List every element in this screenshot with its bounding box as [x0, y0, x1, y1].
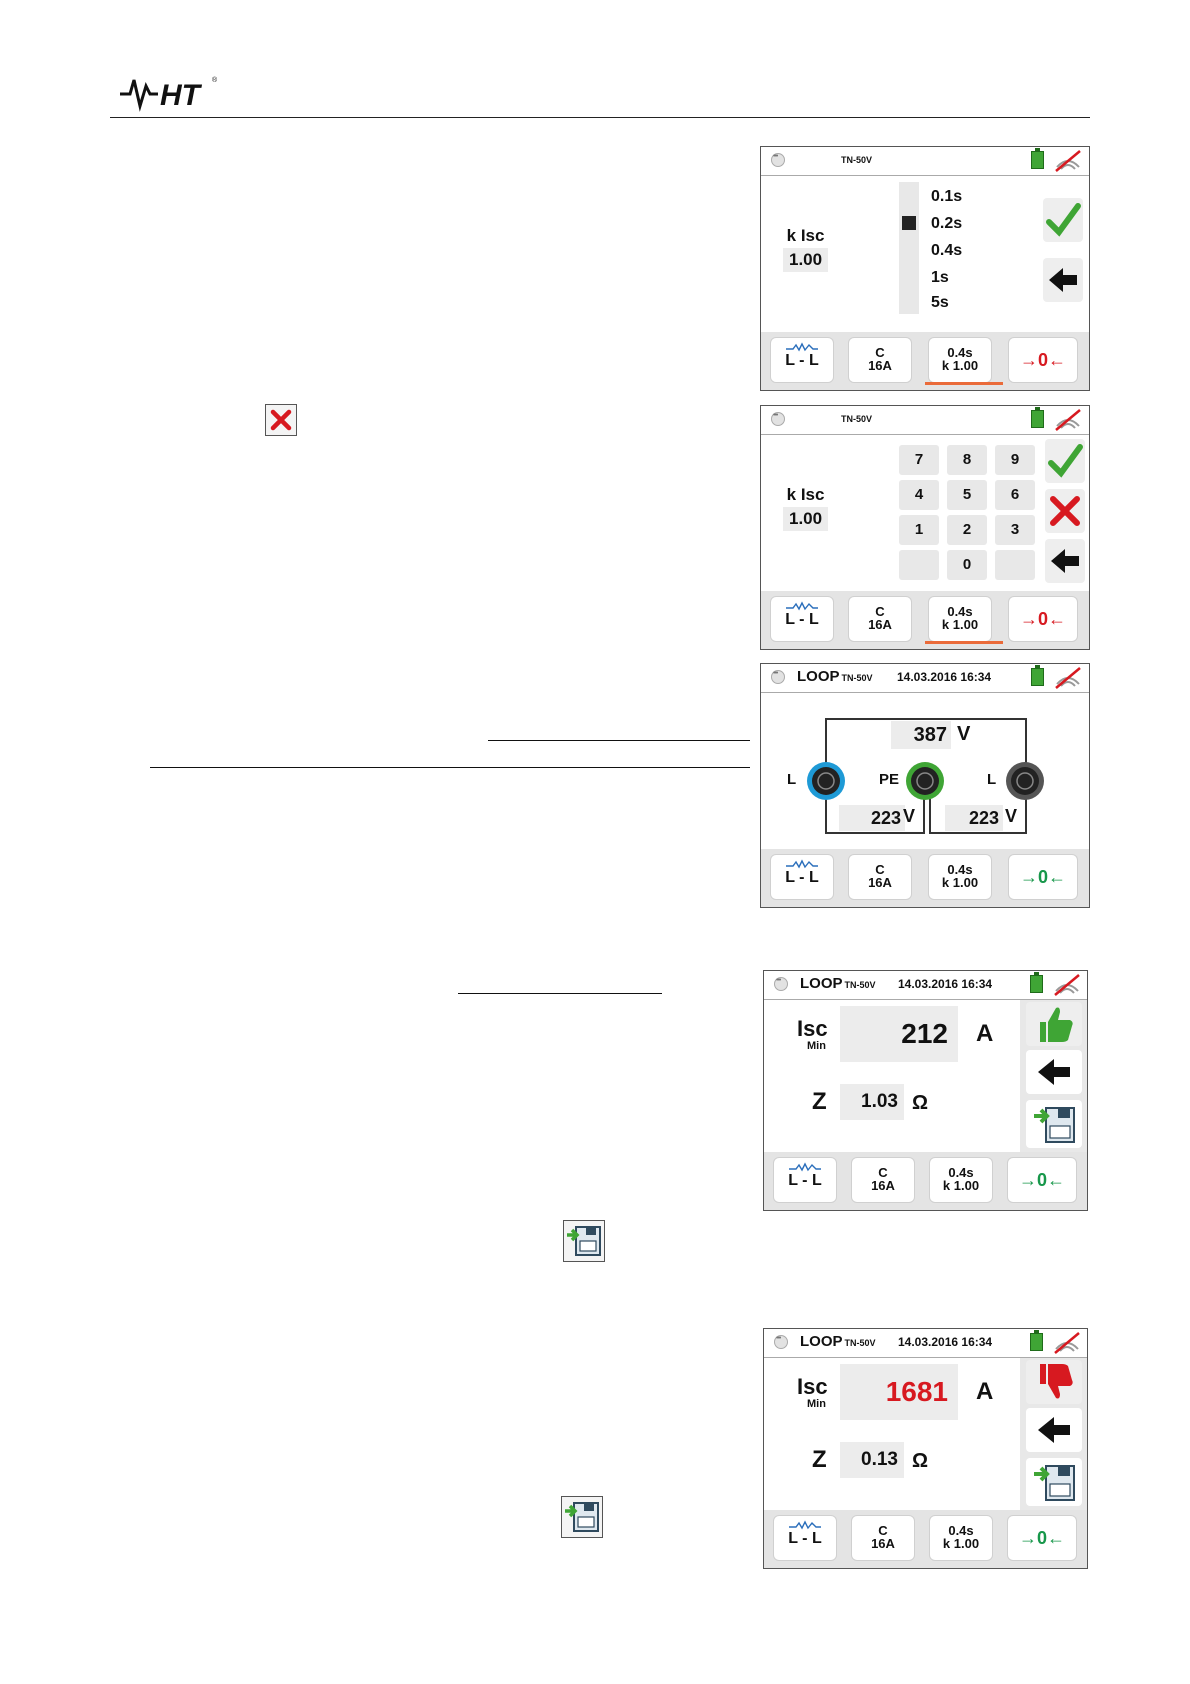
- selection-marker: [902, 216, 916, 230]
- save-icon: [563, 1220, 605, 1262]
- underline-1: [488, 740, 750, 741]
- header-rule: [110, 117, 1090, 118]
- mode-button[interactable]: [771, 855, 833, 899]
- curve-label: C: [878, 1523, 888, 1538]
- curve-label: C: [875, 604, 885, 619]
- system-label: TN-50V: [844, 1338, 876, 1348]
- isc-label: Isc: [797, 1374, 828, 1399]
- key-blank: [995, 550, 1035, 580]
- pass-thumbs-up-icon: [1026, 1002, 1082, 1046]
- mode-label: L - L: [785, 869, 819, 886]
- datetime: 14.03.2016 16:34: [898, 977, 993, 991]
- k-label: k 1.00: [941, 875, 979, 890]
- time-k-button[interactable]: [930, 1516, 992, 1560]
- curve-button[interactable]: [849, 855, 911, 899]
- battery-icon: [1031, 668, 1044, 686]
- time-k-button[interactable]: [930, 1158, 992, 1202]
- time-option[interactable]: 0.2s: [931, 215, 963, 232]
- confirm-button[interactable]: [1045, 439, 1085, 483]
- datetime: 14.03.2016 16:34: [897, 670, 992, 684]
- wave-icon: [788, 1520, 822, 1530]
- underline-2: [150, 767, 750, 768]
- save-button[interactable]: [1026, 1100, 1082, 1148]
- status-bar: [764, 971, 1087, 1000]
- isc-value: 212: [840, 1006, 958, 1062]
- current-label: 16A: [868, 617, 892, 632]
- settings-icon: [774, 1335, 788, 1349]
- key-5[interactable]: 5: [947, 480, 987, 510]
- svg-text:HT: HT: [160, 79, 200, 112]
- confirm-button[interactable]: [1043, 198, 1083, 242]
- z-value: 0.13: [840, 1442, 904, 1478]
- status-bar: [764, 1329, 1087, 1358]
- time-label: 0.4s: [948, 1165, 974, 1180]
- z-label: Z: [812, 1446, 827, 1473]
- k-isc-label: k Isc: [786, 485, 825, 504]
- key-0[interactable]: 0: [947, 550, 987, 580]
- current-label: 16A: [868, 358, 892, 373]
- time-label: 0.4s: [947, 604, 973, 619]
- settings-icon: [771, 670, 785, 684]
- time-k-button[interactable]: [929, 855, 991, 899]
- underline-3: [458, 993, 662, 994]
- current-label: 16A: [868, 875, 892, 890]
- screen-voltage: [760, 663, 1090, 908]
- function-label: [797, 668, 873, 685]
- key-8[interactable]: 8: [947, 445, 987, 475]
- save-button[interactable]: [1026, 1458, 1082, 1506]
- k-label: k 1.00: [941, 358, 979, 373]
- time-option[interactable]: 5s: [931, 294, 949, 311]
- no-wifi-icon: [1053, 149, 1083, 173]
- key-9[interactable]: 9: [995, 445, 1035, 475]
- isc-sub-label: Min: [807, 1398, 826, 1410]
- footer-bar: [761, 591, 1089, 649]
- settings-icon: [774, 977, 788, 991]
- screen-keypad: [760, 405, 1090, 650]
- wiring-diagram: [761, 693, 1090, 851]
- back-button[interactable]: [1045, 539, 1085, 583]
- mode-button[interactable]: [774, 1158, 836, 1202]
- current-label: 16A: [871, 1178, 895, 1193]
- mode-button[interactable]: [774, 1516, 836, 1560]
- zero-button[interactable]: →0←: [1009, 338, 1077, 382]
- time-label: 0.4s: [947, 345, 973, 360]
- time-k-button[interactable]: [929, 338, 991, 382]
- status-bar: [761, 406, 1089, 435]
- cancel-button[interactable]: [1045, 489, 1085, 533]
- time-label: 0.4s: [948, 1523, 974, 1538]
- curve-button[interactable]: [852, 1516, 914, 1560]
- footer-bar: [761, 849, 1089, 907]
- mode-button[interactable]: [771, 597, 833, 641]
- battery-icon: [1031, 410, 1044, 428]
- back-button[interactable]: [1026, 1408, 1082, 1452]
- active-indicator: [925, 641, 1003, 644]
- k-label: k 1.00: [942, 1536, 980, 1551]
- system-label: TN-50V: [841, 414, 873, 424]
- system-label: TN-50V: [841, 155, 873, 165]
- voltage-lpe1-value: 223: [839, 805, 905, 831]
- time-label: 0.4s: [947, 862, 973, 877]
- k-isc-param: [783, 485, 828, 531]
- key-blank: [899, 550, 939, 580]
- curve-button[interactable]: [849, 338, 911, 382]
- key-4[interactable]: 4: [899, 480, 939, 510]
- voltage-lpe2-unit: V: [1005, 806, 1018, 826]
- system-label: TN-50V: [844, 980, 876, 990]
- terminal-l1-label: L: [787, 771, 797, 788]
- battery-icon: [1030, 1333, 1043, 1351]
- k-label: k 1.00: [942, 1178, 980, 1193]
- terminal-l2-label: L: [987, 771, 997, 788]
- function-name: LOOP: [797, 668, 840, 685]
- footer-bar: [764, 1152, 1087, 1210]
- voltage-lpe1-unit: V: [903, 806, 916, 826]
- svg-text:®: ®: [212, 77, 218, 84]
- k-label: k 1.00: [941, 617, 979, 632]
- function-name: LOOP: [800, 1333, 843, 1350]
- k-isc-value: 1.00: [783, 507, 828, 531]
- isc-unit: A: [976, 1378, 994, 1405]
- curve-button[interactable]: [852, 1158, 914, 1202]
- function-label: [800, 975, 876, 992]
- cancel-x-icon: [265, 404, 297, 436]
- curve-label: C: [875, 345, 885, 360]
- no-wifi-icon: [1052, 1331, 1082, 1355]
- settings-icon: [771, 412, 785, 426]
- zero-button[interactable]: →0←: [1009, 597, 1077, 641]
- isc-value: 1681: [840, 1364, 958, 1420]
- z-unit: Ω: [912, 1450, 929, 1472]
- footer-bar: [764, 1510, 1087, 1568]
- zero-button[interactable]: →0←: [1008, 1516, 1076, 1560]
- settings-icon: [771, 153, 785, 167]
- z-value: 1.03: [840, 1084, 904, 1120]
- mode-label: L - L: [788, 1530, 822, 1547]
- wave-icon: [785, 342, 819, 352]
- key-3[interactable]: 3: [995, 515, 1035, 545]
- mode-label: L - L: [785, 611, 819, 628]
- zero-button[interactable]: →0←: [1008, 1158, 1076, 1202]
- back-button[interactable]: [1026, 1050, 1082, 1094]
- mode-button[interactable]: [771, 338, 833, 382]
- voltage-lpe2-value: 223: [945, 805, 1003, 831]
- battery-icon: [1031, 151, 1044, 169]
- list-scrollbar[interactable]: [899, 182, 919, 314]
- time-option[interactable]: 0.4s: [931, 242, 963, 259]
- wave-icon: [788, 1162, 822, 1172]
- key-1[interactable]: 1: [899, 515, 939, 545]
- mode-label: L - L: [788, 1172, 822, 1189]
- mode-label: L - L: [785, 352, 819, 369]
- time-k-button[interactable]: [929, 597, 991, 641]
- z-label: Z: [812, 1088, 827, 1115]
- function-label: [800, 1333, 876, 1350]
- z-unit: Ω: [912, 1092, 929, 1114]
- no-wifi-icon: [1053, 666, 1083, 690]
- status-bar: [761, 147, 1089, 176]
- k-isc-value: 1.00: [783, 248, 828, 272]
- active-indicator: [925, 382, 1003, 385]
- curve-button[interactable]: [849, 597, 911, 641]
- k-isc-param: [783, 226, 828, 272]
- wave-icon: [785, 601, 819, 611]
- back-button[interactable]: [1043, 258, 1083, 302]
- ht-logo: [118, 72, 218, 112]
- screen-result-fail: [763, 1328, 1088, 1569]
- system-label: TN-50V: [841, 673, 873, 683]
- voltage-ll-value: 387: [891, 721, 951, 749]
- voltage-ll-unit: V: [957, 723, 971, 745]
- time-option[interactable]: 0.1s: [931, 188, 963, 205]
- no-wifi-icon: [1053, 408, 1083, 432]
- curve-label: C: [878, 1165, 888, 1180]
- footer-bar: [761, 332, 1089, 390]
- time-option[interactable]: 1s: [931, 269, 949, 286]
- no-wifi-icon: [1052, 973, 1082, 997]
- key-2[interactable]: 2: [947, 515, 987, 545]
- k-isc-label: k Isc: [786, 226, 825, 245]
- isc-sub-label: Min: [807, 1040, 826, 1052]
- screen-result-ok: [763, 970, 1088, 1211]
- curve-label: C: [875, 862, 885, 877]
- screen-time-select: [760, 146, 1090, 391]
- status-bar: [761, 664, 1089, 693]
- fail-thumbs-down-icon: [1026, 1360, 1082, 1404]
- save-icon: [561, 1496, 603, 1538]
- isc-label: Isc: [797, 1016, 828, 1041]
- datetime: 14.03.2016 16:34: [898, 1335, 993, 1349]
- key-6[interactable]: 6: [995, 480, 1035, 510]
- terminal-pe-label: PE: [879, 771, 900, 788]
- function-name: LOOP: [800, 975, 843, 992]
- wave-icon: [785, 859, 819, 869]
- zero-button[interactable]: →0←: [1009, 855, 1077, 899]
- key-7[interactable]: 7: [899, 445, 939, 475]
- current-label: 16A: [871, 1536, 895, 1551]
- battery-icon: [1030, 975, 1043, 993]
- isc-unit: A: [976, 1020, 994, 1047]
